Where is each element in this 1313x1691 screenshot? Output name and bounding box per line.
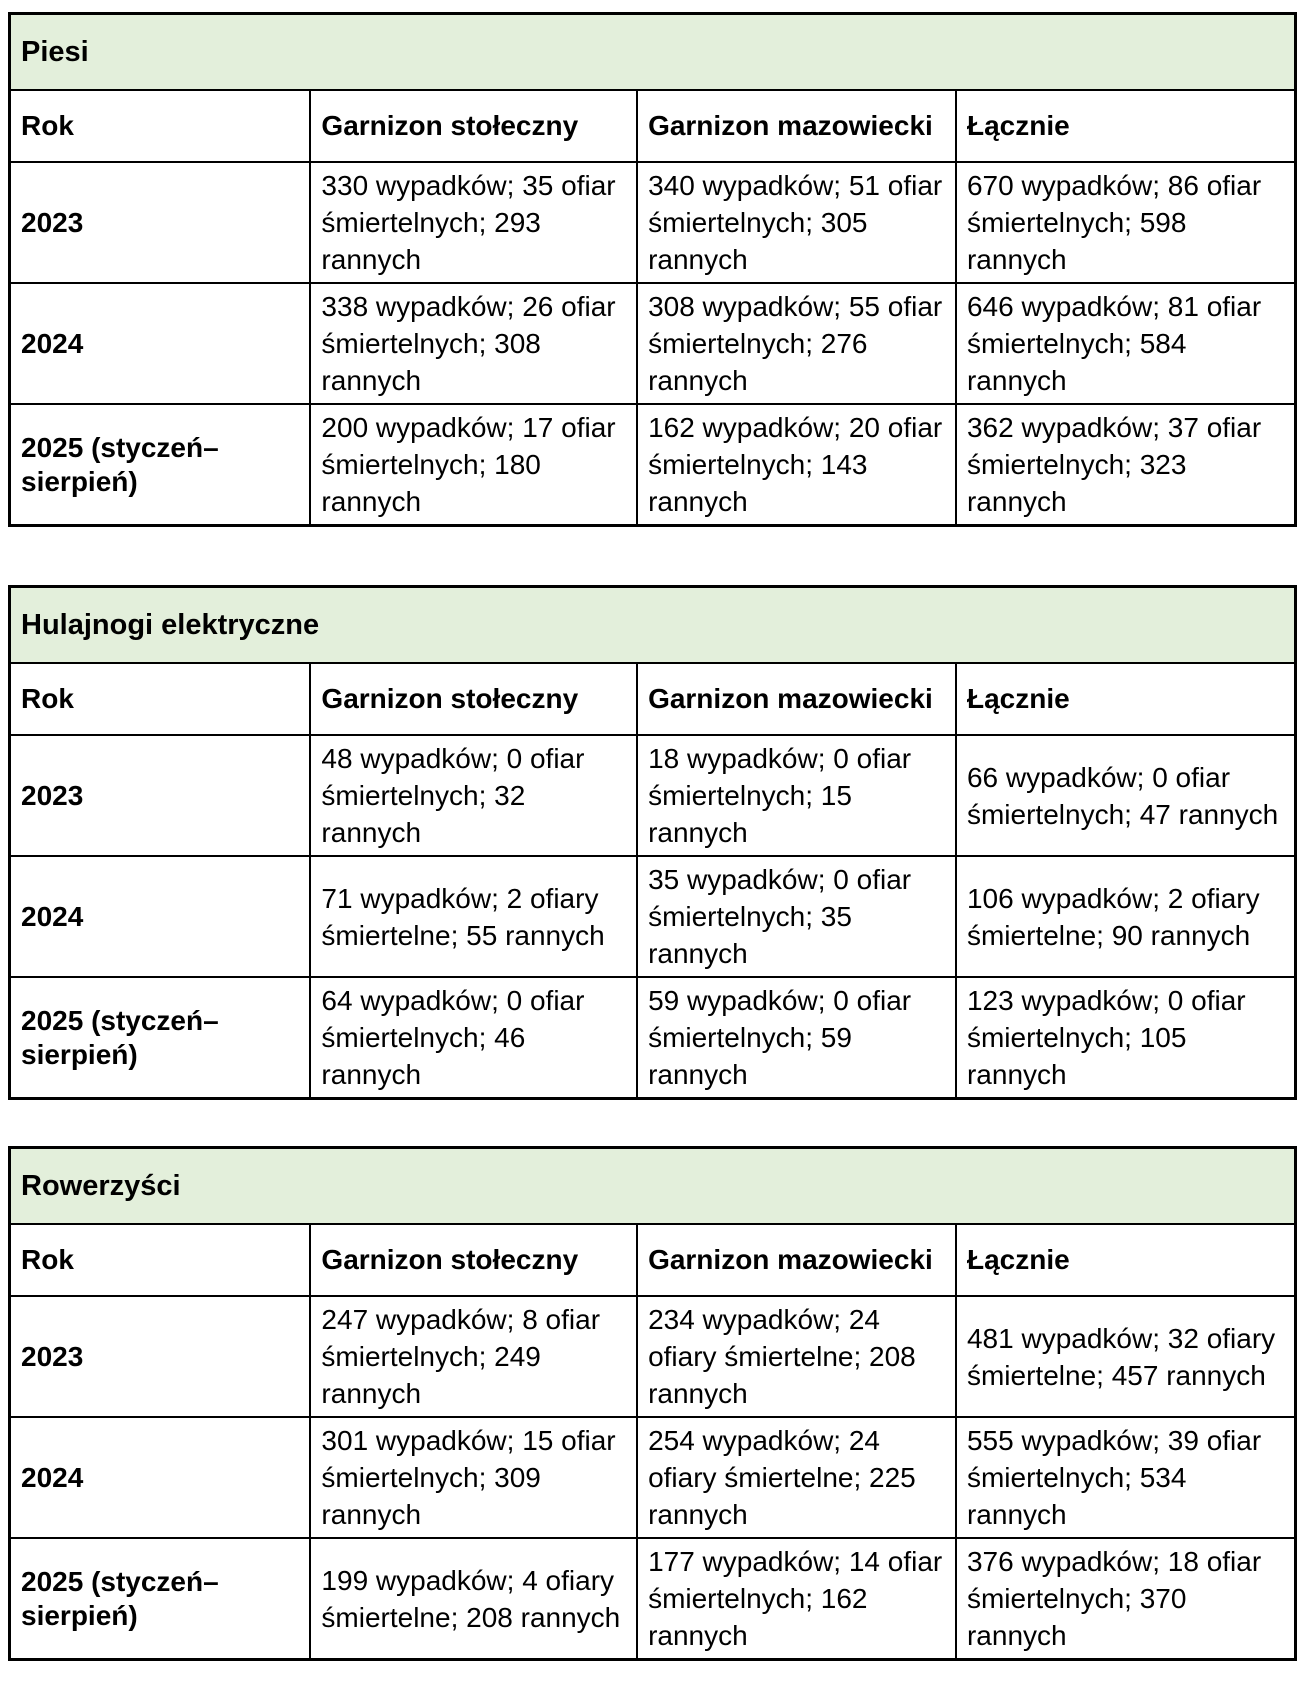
column-header-garnizon-stoleczny: Garnizon stołeczny <box>310 663 637 735</box>
year-cell: 2025 (styczeń–sierpień) <box>10 1538 311 1660</box>
data-cell: 308 wypadków; 55 ofiar śmiertelnych; 276 rannych <box>637 283 956 404</box>
data-cell: 162 wypadków; 20 ofiar śmiertelnych; 143 rannych <box>637 404 956 526</box>
data-cell: 646 wypadków; 81 ofiar śmiertelnych; 584 rannych <box>956 283 1296 404</box>
table-row <box>10 283 1296 404</box>
table-title-row <box>10 1148 1296 1225</box>
table-row <box>10 404 1296 526</box>
column-header-row <box>10 663 1296 735</box>
data-cell: 555 wypadków; 39 ofiar śmiertelnych; 534 rannych <box>956 1417 1296 1538</box>
data-cell: 106 wypadków; 2 ofiary śmiertelne; 90 rannych <box>956 856 1296 977</box>
data-cell: 362 wypadków; 37 ofiar śmiertelnych; 323 rannych <box>956 404 1296 526</box>
data-cell: 200 wypadków; 17 ofiar śmiertelnych; 180 rannych <box>310 404 637 526</box>
column-header-rok: Rok <box>10 663 311 735</box>
data-cell: 199 wypadków; 4 ofiary śmiertelne; 208 rannych <box>310 1538 637 1660</box>
data-cell: 338 wypadków; 26 ofiar śmiertelnych; 308 rannych <box>310 283 637 404</box>
piesi-table <box>8 12 1297 527</box>
data-cell: 177 wypadków; 14 ofiar śmiertelnych; 162 rannych <box>637 1538 956 1660</box>
year-cell: 2024 <box>10 283 311 404</box>
data-cell: 376 wypadków; 18 ofiar śmiertelnych; 370 rannych <box>956 1538 1296 1660</box>
hulajnogi-elektryczne-table <box>8 585 1297 1100</box>
data-cell: 59 wypadków; 0 ofiar śmiertelnych; 59 rannych <box>637 977 956 1099</box>
data-cell: 35 wypadków; 0 ofiar śmiertelnych; 35 rannych <box>637 856 956 977</box>
data-cell: 234 wypadków; 24 ofiary śmiertelne; 208 rannych <box>637 1296 956 1417</box>
data-cell: 71 wypadków; 2 ofiary śmiertelne; 55 rannych <box>310 856 637 977</box>
column-header-lacznie: Łącznie <box>956 1224 1296 1296</box>
data-cell: 18 wypadków; 0 ofiar śmiertelnych; 15 rannych <box>637 735 956 856</box>
table-title-row <box>10 14 1296 91</box>
column-header-garnizon-stoleczny: Garnizon stołeczny <box>310 1224 637 1296</box>
table-row <box>10 977 1296 1099</box>
data-cell: 254 wypadków; 24 ofiary śmiertelne; 225 rannych <box>637 1417 956 1538</box>
table-row <box>10 735 1296 856</box>
table-title: Hulajnogi elektryczne <box>10 587 1296 664</box>
data-cell: 123 wypadków; 0 ofiar śmiertelnych; 105 rannych <box>956 977 1296 1099</box>
year-cell: 2024 <box>10 856 311 977</box>
year-cell: 2023 <box>10 162 311 283</box>
year-cell: 2025 (styczeń–sierpień) <box>10 404 311 526</box>
table-row <box>10 1538 1296 1660</box>
column-header-garnizon-mazowiecki: Garnizon mazowiecki <box>637 90 956 162</box>
data-cell: 48 wypadków; 0 ofiar śmiertelnych; 32 rannych <box>310 735 637 856</box>
column-header-garnizon-stoleczny: Garnizon stołeczny <box>310 90 637 162</box>
data-cell: 330 wypadków; 35 ofiar śmiertelnych; 293 rannych <box>310 162 637 283</box>
year-cell: 2023 <box>10 1296 311 1417</box>
column-header-row <box>10 90 1296 162</box>
table-row <box>10 1296 1296 1417</box>
column-header-garnizon-mazowiecki: Garnizon mazowiecki <box>637 663 956 735</box>
table-title: Rowerzyści <box>10 1148 1296 1225</box>
data-cell: 481 wypadków; 32 ofiary śmiertelne; 457 rannych <box>956 1296 1296 1417</box>
table-title-row <box>10 587 1296 664</box>
data-cell: 247 wypadków; 8 ofiar śmiertelnych; 249 rannych <box>310 1296 637 1417</box>
column-header-garnizon-mazowiecki: Garnizon mazowiecki <box>637 1224 956 1296</box>
column-header-rok: Rok <box>10 90 311 162</box>
column-header-rok: Rok <box>10 1224 311 1296</box>
year-cell: 2025 (styczeń–sierpień) <box>10 977 311 1099</box>
year-cell: 2024 <box>10 1417 311 1538</box>
data-cell: 64 wypadków; 0 ofiar śmiertelnych; 46 rannych <box>310 977 637 1099</box>
column-header-row <box>10 1224 1296 1296</box>
data-cell: 66 wypadków; 0 ofiar śmiertelnych; 47 rannych <box>956 735 1296 856</box>
rowerzysci-table <box>8 1146 1297 1661</box>
table-row <box>10 1417 1296 1538</box>
data-cell: 670 wypadków; 86 ofiar śmiertelnych; 598 rannych <box>956 162 1296 283</box>
table-row <box>10 856 1296 977</box>
column-header-lacznie: Łącznie <box>956 663 1296 735</box>
table-row <box>10 162 1296 283</box>
column-header-lacznie: Łącznie <box>956 90 1296 162</box>
year-cell: 2023 <box>10 735 311 856</box>
data-cell: 340 wypadków; 51 ofiar śmiertelnych; 305 rannych <box>637 162 956 283</box>
table-title: Piesi <box>10 14 1296 91</box>
data-cell: 301 wypadków; 15 ofiar śmiertelnych; 309 rannych <box>310 1417 637 1538</box>
